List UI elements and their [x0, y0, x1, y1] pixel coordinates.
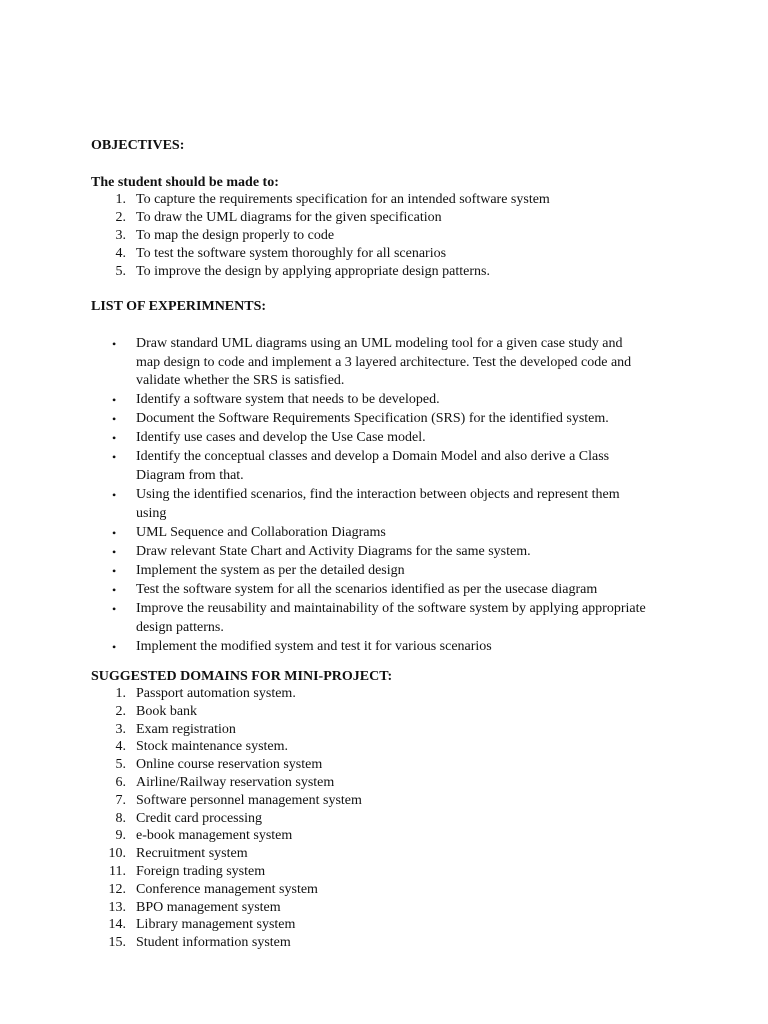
domain-item: Passport automation system.: [136, 686, 296, 701]
domain-item: Stock maintenance system.: [136, 739, 289, 755]
domains-heading: SUGGESTED DOMAINS FOR MINI-PROJECT:: [91, 669, 393, 684]
domain-item: e-book management system: [136, 828, 293, 844]
bullet-icon: •: [112, 582, 117, 597]
domain-number: 7.: [115, 792, 126, 808]
experiment-line: design patterns.: [136, 619, 224, 635]
experiment-line: Draw standard UML diagrams using an UML modeling tool for a given case study and: [136, 336, 623, 351]
domain-number: 14.: [108, 917, 126, 933]
domain-number: 2.: [115, 703, 126, 719]
domain-number: 9.: [115, 828, 126, 844]
experiment-line: Using the identified scenarios, find the interaction between objects and represent them: [136, 487, 620, 502]
objective-item: To capture the requirements specification for an intended software system: [136, 192, 550, 207]
domain-number: 1.: [115, 686, 126, 701]
domain-number: 13.: [108, 899, 126, 915]
domain-number: 11.: [109, 864, 126, 879]
domain-number: 15.: [108, 935, 126, 951]
domain-item: Online course reservation system: [136, 757, 323, 773]
experiment-line: Implement the modified system and test it for various scenarios: [136, 638, 492, 654]
domain-item: Book bank: [136, 703, 198, 719]
objectives-intro: The student should be made to:: [91, 175, 279, 190]
domain-number: 6.: [115, 775, 126, 790]
objective-number: 4.: [115, 246, 126, 261]
experiment-line: Improve the reusability and maintainability of the software system by applying appropriate: [136, 601, 646, 616]
domain-item: Exam registration: [136, 721, 236, 737]
domain-item: BPO management system: [136, 899, 281, 915]
experiment-line: Identify use cases and develop the Use Case model.: [136, 430, 426, 446]
experiment-line: Identify the conceptual classes and develop a Domain Model and also derive a Class: [136, 449, 610, 465]
bullet-icon: •: [112, 431, 117, 446]
objective-item: To map the design properly to code: [136, 228, 335, 243]
experiment-line: Implement the system as per the detailed design: [136, 562, 405, 578]
bullet-icon: •: [112, 563, 117, 578]
experiment-line: Identify a software system that needs to be developed.: [136, 392, 440, 408]
domain-item: Foreign trading system: [136, 864, 266, 879]
objective-item: To draw the UML diagrams for the given specification: [136, 210, 442, 225]
experiment-line: Draw relevant State Chart and Activity Diagrams for the same system.: [136, 543, 531, 559]
domain-item: Conference management system: [136, 881, 318, 897]
experiment-line: using: [136, 505, 167, 521]
experiments-heading: LIST OF EXPERIMNENTS:: [91, 299, 267, 314]
domain-number: 12.: [108, 881, 126, 897]
experiment-line: Test the software system for all the scenarios identified as per the usecase diagram: [136, 581, 598, 597]
bullet-icon: •: [112, 602, 117, 616]
domain-item: Recruitment system: [136, 846, 248, 862]
domain-number: 3.: [115, 721, 126, 737]
domain-item: Software personnel management system: [136, 792, 362, 808]
bullet-icon: •: [112, 450, 117, 465]
domain-number: 4.: [115, 739, 126, 755]
bullet-icon: •: [112, 639, 117, 654]
domain-number: 5.: [115, 757, 126, 773]
experiment-line: Document the Software Requirements Specification (SRS) for the identified system.: [136, 411, 609, 427]
bullet-icon: •: [112, 488, 117, 502]
experiment-line: Diagram from that.: [136, 467, 244, 483]
bullet-icon: •: [112, 525, 117, 540]
bullet-icon: •: [112, 337, 117, 351]
domain-item: Student information system: [136, 935, 291, 951]
objective-item: To test the software system thoroughly for all scenarios: [136, 246, 447, 261]
objective-number: 1.: [115, 192, 126, 207]
domain-number: 10.: [108, 846, 126, 862]
domain-item: Library management system: [136, 917, 296, 933]
domain-number: 8.: [115, 810, 126, 826]
objective-number: 3.: [115, 228, 126, 243]
experiment-line: validate whether the SRS is satisfied.: [136, 373, 345, 388]
objective-item: To improve the design by applying appropriate design patterns.: [136, 264, 490, 279]
objectives-heading: OBJECTIVES:: [91, 138, 185, 153]
domain-item: Credit card processing: [136, 810, 262, 826]
experiment-line: UML Sequence and Collaboration Diagrams: [136, 524, 386, 540]
domain-item: Airline/Railway reservation system: [136, 775, 335, 790]
bullet-icon: •: [112, 412, 117, 427]
bullet-icon: •: [112, 393, 117, 408]
objective-number: 5.: [115, 264, 126, 279]
objective-number: 2.: [115, 210, 126, 225]
bullet-icon: •: [112, 544, 117, 559]
experiment-line: map design to code and implement a 3 layered architecture. Test the developed code and: [136, 354, 632, 370]
